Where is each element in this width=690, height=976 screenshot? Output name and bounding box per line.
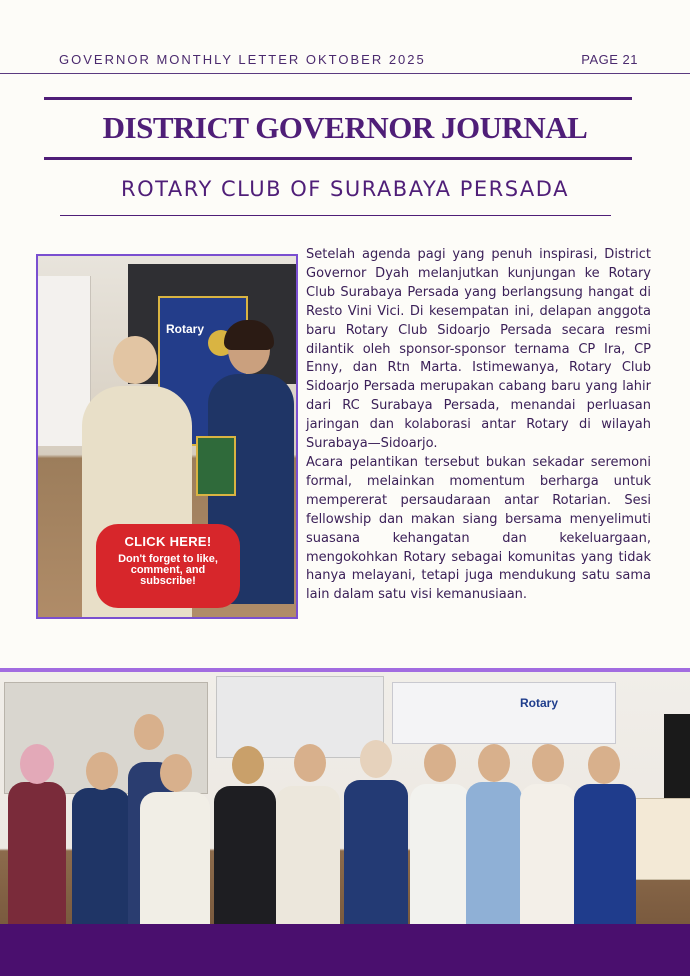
person: [8, 782, 66, 924]
article-body: [306, 246, 651, 605]
journal-title: DISTRICT GOVERNOR JOURNAL: [102, 110, 588, 145]
person: [466, 782, 522, 924]
page-header: [0, 52, 690, 74]
person-head: [588, 746, 620, 784]
person-head: [20, 744, 54, 784]
newsletter-title: GOVERNOR MONTHLY LETTER OKTOBER 2025: [59, 52, 426, 67]
person: [520, 784, 576, 924]
header-divider: [0, 73, 690, 74]
person-head: [86, 752, 118, 790]
title-rule-bottom: [44, 157, 632, 160]
person-head: [532, 744, 564, 782]
stand-label: Rotary: [520, 696, 559, 710]
person-head: [294, 744, 326, 782]
club-heading: ROTARY CLUB OF SURABAYA PERSADA: [121, 177, 569, 201]
title-rule-top: [44, 97, 632, 100]
person-head: [134, 714, 164, 750]
club-heading-rule: [60, 215, 611, 216]
person: [574, 784, 636, 924]
cta-subtitle: Don't forget to like, comment, and subscribe!: [118, 553, 218, 587]
person: [276, 786, 340, 924]
footer-band: [0, 924, 690, 976]
person-left-head: [113, 336, 157, 384]
person-head: [232, 746, 264, 784]
page-number: PAGE 21: [581, 52, 638, 67]
induction-photo: [36, 254, 298, 619]
person-head: [160, 754, 192, 792]
person-head: [424, 744, 456, 782]
person: [410, 784, 470, 924]
person: [214, 786, 276, 924]
person-head: [360, 740, 392, 778]
article-paragraph: Acara pelantikan tersebut bukan sekadar seremoni formal, melainkan momentum berharga untuk mempererat persaudaraan antar Rotarian. Sesi fellowship dan makan siang bersama menyelimuti suasana kehangatan dan kekeluargaan, mengokohkan Rotary sebagai komunitas yang tidak hanya melayani, tetapi juga mendukung satu sama lain dalam satu visi kemanusiaan.: [306, 454, 651, 603]
group-of-people: [0, 722, 690, 924]
club-pennant: [196, 436, 236, 496]
banner-label: Rotary: [166, 322, 205, 336]
person-head: [478, 744, 510, 782]
person: [344, 780, 408, 924]
cta-title: CLICK HERE!: [124, 534, 212, 549]
article-paragraph: Setelah agenda pagi yang penuh inspirasi, District Governor Dyah melanjutkan kunjungan ke Rotary Club Surabaya Persada yang berlangsung hangat di Resto Vini Vici. Di kesempatan ini, delapan anggota baru Rotary Club Sidoarjo Persada secara resmi dilantik oleh sponsor-sponsor ternama CP Ira, CP Enny, dan Rtn Marta. Istimewanya, Rotary Club Sidoarjo Persada merupakan cabang baru yang lahir dari RC Surabaya Persada, menandai perluasan jaringan dan kolaborasi antar Rotary di wilayah Surabaya—Sidoarjo.: [306, 247, 651, 452]
person: [72, 788, 130, 924]
group-photo: [0, 668, 690, 924]
person: [140, 792, 210, 924]
subscribe-button[interactable]: [96, 524, 240, 608]
